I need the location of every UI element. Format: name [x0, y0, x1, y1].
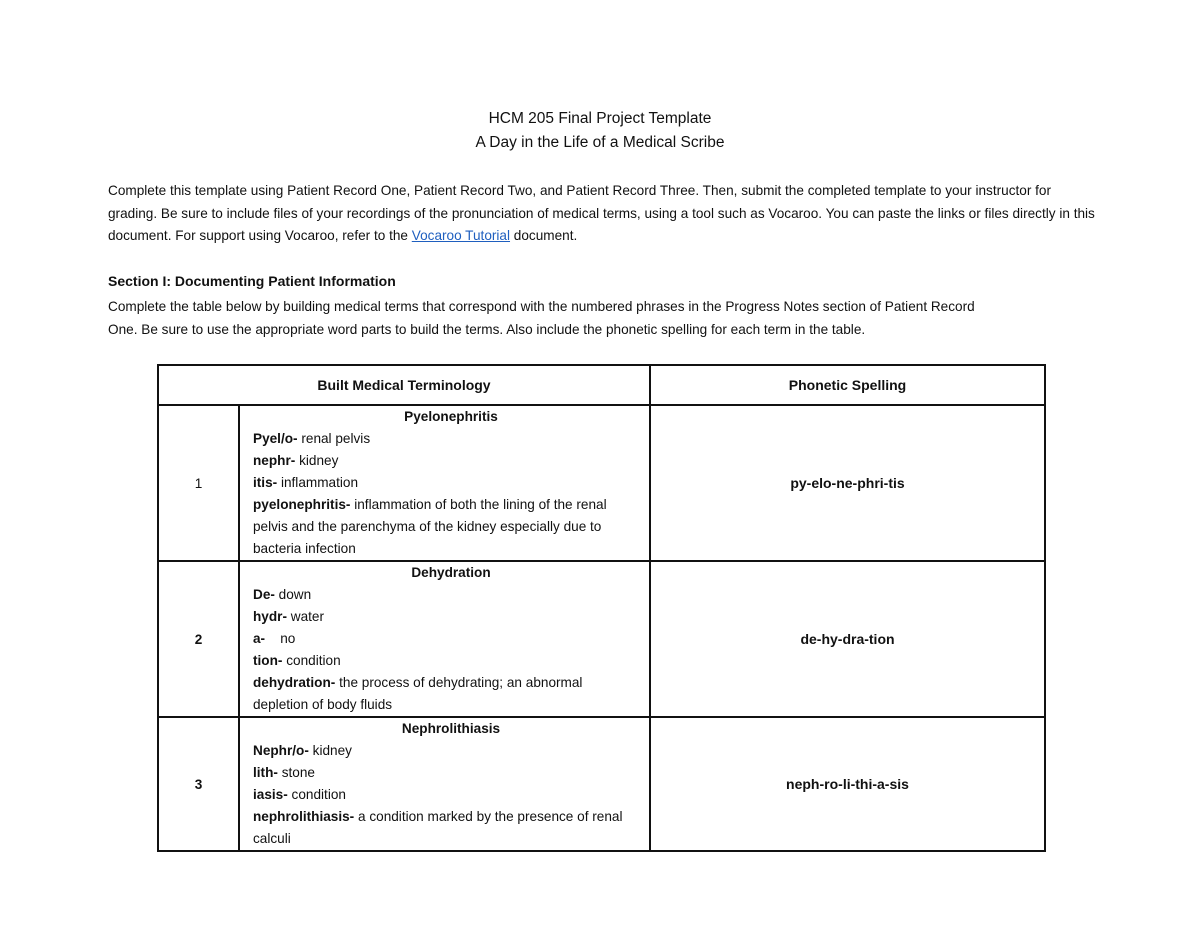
- word-part: iasis- condition: [253, 787, 346, 802]
- row-number: 3: [158, 717, 239, 851]
- table-header-row: [158, 365, 1045, 405]
- vocaroo-tutorial-link[interactable]: Vocaroo Tutorial: [411, 228, 511, 243]
- word-part: Nephr/o- kidney: [253, 743, 352, 758]
- word-part: a- no: [253, 631, 296, 646]
- word-part: dehydration- the process of dehydrating; an abnormal depletion of body fluids: [253, 675, 583, 712]
- intro-text: Complete this template using Patient Record One, Patient Record Two, and Patient Record Three. Then, submit the completed template to your instructor for grading. Be sure to include files of your recordings of the pronunciation of medical terms, using a tool such as Vocaroo. You can paste the links or files directly in this document. For support using Vocaroo, refer to the: [108, 183, 1095, 243]
- word-part: hydr- water: [253, 609, 325, 624]
- term-title: Pyelonephritis: [404, 409, 498, 424]
- intro-paragraph: [108, 180, 1098, 248]
- term-title: Nephrolithiasis: [401, 721, 501, 736]
- intro-text-end: document.: [510, 228, 578, 243]
- term-definition-cell: [239, 561, 650, 717]
- term-definition-cell: [239, 717, 650, 851]
- word-part: nephr- kidney: [253, 453, 339, 468]
- word-part: itis- inflammation: [253, 475, 359, 490]
- terminology-table: [157, 364, 1046, 852]
- instructions-line-1: Complete the table below by building medical terms that correspond with the numbered phrases in the Progress Notes section of Patient Record: [108, 299, 975, 314]
- document-subtitle: A Day in the Life of a Medical Scribe: [475, 134, 725, 151]
- header-built-terminology: Built Medical Terminology: [158, 365, 650, 405]
- header-phonetic-spelling: Phonetic Spelling: [650, 365, 1045, 405]
- word-part: Pyel/o- renal pelvis: [253, 431, 371, 446]
- instructions-line-2: One. Be sure to use the appropriate word parts to build the terms. Also include the phonetic spelling for each term in the table.: [108, 321, 866, 337]
- document-title: HCM 205 Final Project Template: [488, 110, 712, 127]
- word-part: lith- stone: [253, 765, 315, 780]
- table-row: [158, 405, 1045, 561]
- phonetic-spelling: de-hy-dra-tion: [650, 561, 1045, 717]
- phonetic-spelling: neph-ro-li-thi-a-sis: [650, 717, 1045, 851]
- section-heading: Section I: Documenting Patient Information: [108, 273, 396, 289]
- term-title: Dehydration: [411, 565, 491, 580]
- word-part: tion- condition: [253, 653, 341, 668]
- section-instructions: [108, 296, 1098, 341]
- word-part: De- down: [253, 587, 312, 602]
- row-number: 2: [158, 561, 239, 717]
- word-part: nephrolithiasis- a condition marked by the presence of renal calculi: [253, 809, 623, 846]
- term-definition-cell: [239, 405, 650, 561]
- word-part: pyelonephritis- inflammation of both the lining of the renal pelvis and the parenchyma of the kidney especially due to bacteria infection: [253, 497, 607, 556]
- table-row: [158, 717, 1045, 851]
- table-row: [158, 561, 1045, 717]
- row-number: 1: [158, 405, 239, 561]
- phonetic-spelling: py-elo-ne-phri-tis: [650, 405, 1045, 561]
